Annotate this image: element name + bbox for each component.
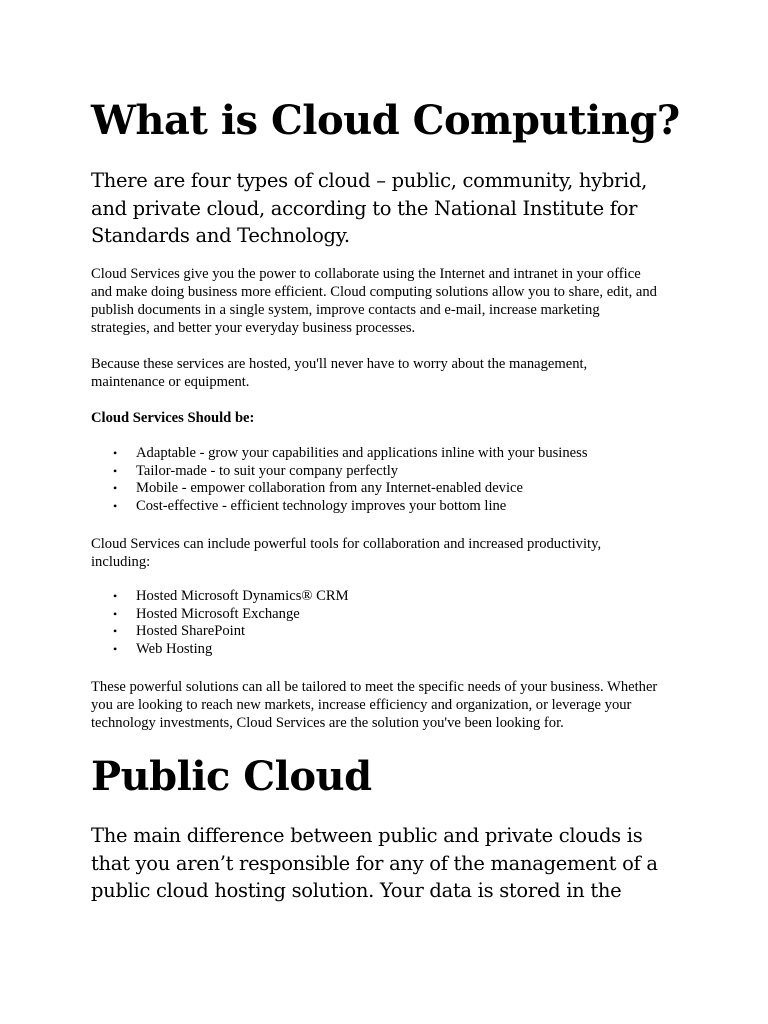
bullet-icon: • [113,589,118,603]
list-item [91,445,588,463]
tools-list [91,588,349,659]
lead-line: There are four types of cloud – public, community, hybrid, [91,169,648,192]
hosted-services-paragraph [91,355,681,391]
text-line: Cloud Services give you the power to collaborate using the Internet and intranet in your office [91,266,641,282]
heading-public-cloud: Public Cloud [91,753,372,800]
text-line: and make doing business more efficient. Cloud computing solutions allow you to share, edit, and [91,284,657,300]
list-item [91,606,349,624]
tools-intro-paragraph [91,535,681,571]
list-item [91,480,588,498]
bullet-icon: • [113,463,118,478]
list-item [91,498,588,516]
text-line: These powerful solutions can all be tailored to meet the specific needs of your business. Whether [91,679,658,695]
bullet-icon: • [113,481,118,496]
intro-lead-paragraph [91,167,647,250]
bullet-icon: • [113,642,118,657]
text-line: Cloud Services can include powerful tools for collaboration and increased productivity, [91,536,602,552]
lead-line: The main difference between public and private clouds is [91,824,643,847]
lead-line: that you aren’t responsible for any of the management of a [91,851,658,875]
cloud-services-paragraph [91,265,681,337]
text-line: you are looking to reach new markets, increase efficiency and organization, or leverage your [91,697,632,713]
public-cloud-lead-paragraph [91,822,658,905]
text-line: strategies, and better your everyday business processes. [91,320,416,336]
list-item-text: Web Hosting [136,641,213,658]
list-item-text: Hosted Microsoft Dynamics® CRM [136,588,349,604]
list-item [91,588,349,606]
text-line: technology investments, Cloud Services are the solution you've been looking for. [91,715,564,731]
list-item-text: Adaptable - grow your capabilities and applications inline with your business [136,445,588,461]
list-item [91,623,349,641]
should-be-heading: Cloud Services Should be: [91,410,255,426]
list-item-text: Mobile - empower collaboration from any Internet-enabled device [136,480,523,497]
text-line: including: [91,554,151,570]
bullet-icon: • [113,624,118,639]
heading-what-is-cloud-computing: What is Cloud Computing? [91,97,680,144]
list-item [91,463,588,481]
bullet-icon: • [113,606,118,621]
list-item-text: Hosted SharePoint [136,623,246,640]
list-item-text: Hosted Microsoft Exchange [136,605,300,622]
bullet-icon: • [113,446,118,460]
text-line: maintenance or equipment. [91,374,250,390]
list-item-text: Tailor-made - to suit your company perfectly [136,462,399,479]
lead-line: Standards and Technology. [91,224,350,247]
text-line: publish documents in a single system, improve contacts and e-mail, increase marketing [91,302,600,318]
closing-paragraph [91,678,681,732]
should-be-list [91,445,588,516]
lead-line: public cloud hosting solution. Your data is stored in the [91,879,622,902]
bullet-icon: • [113,499,118,514]
list-item [91,641,349,659]
list-item-text: Cost-effective - efficient technology improves your bottom line [136,498,507,515]
lead-line: and private cloud, according to the National Institute for [91,196,638,220]
text-line: Because these services are hosted, you'll never have to worry about the management, [91,356,588,372]
